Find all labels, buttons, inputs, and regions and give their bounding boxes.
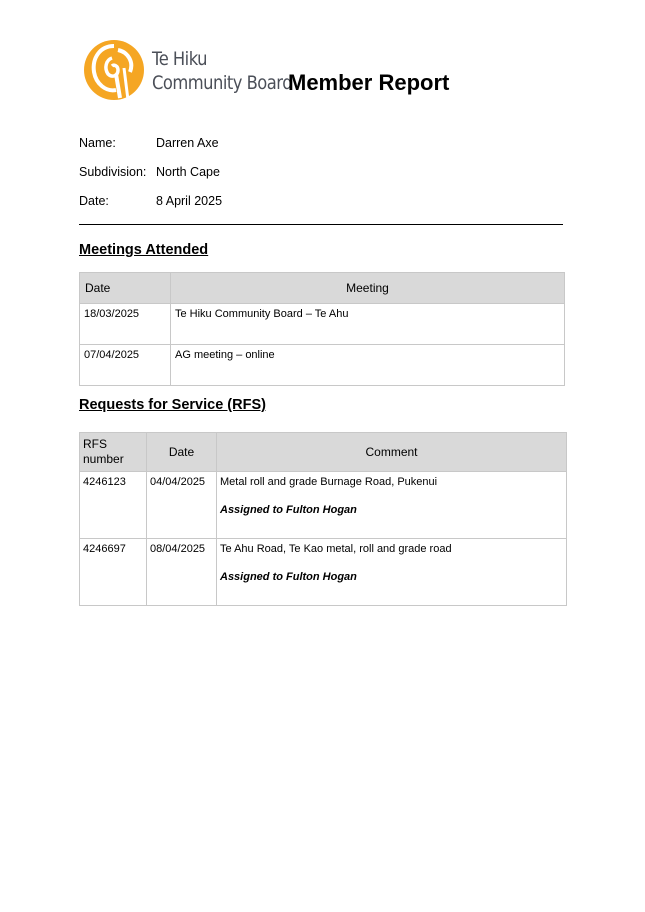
rfs-comment-text: Metal roll and grade Burnage Road, Pukenui [220,476,438,488]
rfs-assigned-text: Assigned to Fulton Hogan [220,504,357,516]
info-value: Darren Axe [156,136,219,150]
rfs-assigned-text: Assigned to Fulton Hogan [220,571,357,583]
horizontal-divider [79,224,563,225]
te-hiku-logo-icon [82,38,146,102]
org-name-line-1: Te Hiku [152,48,207,70]
rfs-table [79,432,567,606]
info-label: Date: [79,194,109,208]
rfs-number-cell: 4246697 [80,539,147,606]
org-name-line-2: Community Board [152,72,293,94]
table-header-row [80,273,565,304]
meetings-table [79,272,565,386]
rfs-comment-text: Te Ahu Road, Te Kao metal, roll and grade road [220,543,452,555]
rfs-heading: Requests for Service (RFS) [79,397,266,413]
report-title: Member Report [288,70,450,95]
column-header-rfs-number: RFS number [80,433,147,472]
meeting-name-cell: Te Hiku Community Board – Te Ahu [171,304,565,345]
rfs-comment-cell [217,539,567,606]
rfs-comment-cell [217,472,567,539]
meeting-date-cell: 18/03/2025 [80,304,171,345]
table-row [80,539,567,606]
report-header [82,36,562,106]
rfs-date-cell: 04/04/2025 [147,472,217,539]
table-row [80,304,565,345]
column-header-comment: Comment [217,433,567,472]
table-row [80,345,565,386]
meetings-heading: Meetings Attended [79,242,209,258]
column-header-meeting: Meeting [171,273,565,304]
table-row [80,472,567,539]
info-value: North Cape [156,165,220,179]
meeting-name-cell: AG meeting – online [171,345,565,386]
rfs-date-cell: 08/04/2025 [147,539,217,606]
column-header-date: Date [80,273,171,304]
rfs-number-cell: 4246123 [80,472,147,539]
info-value: 8 April 2025 [156,194,223,208]
column-header-date: Date [147,433,217,472]
table-header-row [80,433,567,472]
meeting-date-cell: 07/04/2025 [80,345,171,386]
info-label: Subdivision: [79,165,147,179]
info-label: Name: [79,136,116,150]
